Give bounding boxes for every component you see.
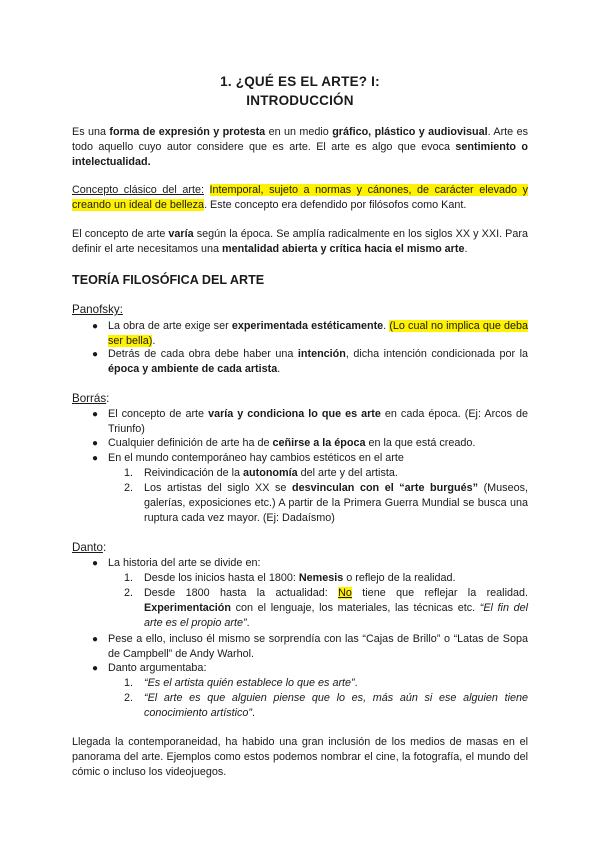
panofsky-item-2: Detrás de cada obra debe haber una intención, dicha intención condicionada por la época y ambiente de cada artista. bbox=[108, 348, 528, 375]
borras-item-1: El concepto de arte varía y condiciona lo que es arte en cada época. (Ej: Arcos de Triunfo) bbox=[108, 408, 528, 435]
concept-varies-paragraph: El concepto de arte varía según la época. Se amplía radicalmente en los siglos XX y XXI. Para definir el arte necesitamos una mentalidad abierta y crítica hacia el mismo arte. bbox=[72, 228, 528, 255]
bullet-icon: ● bbox=[91, 438, 99, 449]
highlighted-text: Intemporal, sujeto a normas y cánones, de carácter elevado y creando un ideal de belleza bbox=[72, 184, 529, 211]
list-number: 2. bbox=[124, 482, 134, 494]
danto-subitem-2: Desde 1800 hasta la actualidad: No tiene que reflejar la realidad. Experimentación con el lenguaje, los materiales, las técnicas etc. “El fin del arte es el propio arte”. bbox=[144, 587, 528, 629]
danto-subitem-1: Desde los inicios hasta el 1800: Nemesis o reflejo de la realidad. bbox=[144, 572, 456, 584]
borras-subitem-2: Los artistas del siglo XX se desvinculan con el “arte burgués” (Museos, galerías, exposiciones etc.) A partir de la Primera Guerra Mundial se busca una ruptura cada vez mayor. (Ej: Dadaísmo) bbox=[144, 482, 528, 524]
borras-item-3: En el mundo contemporáneo hay cambios estéticos en el arte bbox=[108, 452, 404, 464]
danto-item-3: Danto argumentaba: bbox=[108, 662, 207, 674]
bullet-icon: ● bbox=[91, 409, 99, 420]
danto-item-2: Pese a ello, incluso él mismo se sorprendía con las “Cajas de Brillo” o “Latas de Sopa de Campbell” de Andy Warhol. bbox=[108, 633, 528, 660]
danto-subitem-4: “El arte es que alguien piense que lo es, más aún si ese alguien tiene conocimiento artístico”. bbox=[144, 692, 528, 719]
author-danto: Danto: bbox=[72, 541, 107, 554]
closing-paragraph: Llegada la contemporaneidad, ha habido una gran inclusión de los medios de masas en el panorama del arte. Ejemplos como estos podemos nombrar el cine, la fotografía, el mundo del cómic o incluso los videojuegos. bbox=[72, 736, 528, 778]
page-title-subtitle: INTRODUCCIÓN bbox=[246, 93, 354, 108]
author-panofsky: Panofsky: bbox=[72, 303, 123, 316]
list-number: 2. bbox=[124, 587, 134, 599]
bullet-icon: ● bbox=[91, 453, 99, 464]
highlighted-text: No bbox=[338, 587, 352, 599]
bullet-icon: ● bbox=[91, 321, 99, 332]
bullet-icon: ● bbox=[91, 349, 99, 360]
classic-concept-label: Concepto clásico del arte: bbox=[72, 184, 204, 196]
page-title: 1. ¿QUÉ ES EL ARTE? I: bbox=[220, 74, 380, 89]
highlighted-text: (Lo cual no implica que deba ser bella) bbox=[108, 320, 529, 347]
panofsky-item-1: La obra de arte exige ser experimentada estéticamente. (Lo cual no implica que deba ser bella). bbox=[108, 320, 529, 347]
list-number: 1. bbox=[124, 467, 134, 479]
bullet-icon: ● bbox=[91, 558, 99, 569]
list-number: 2. bbox=[124, 692, 134, 704]
classic-concept-paragraph: Concepto clásico del arte: Intemporal, sujeto a normas y cánones, de carácter elevado y creando un ideal de belleza. Este concepto era defendido por filósofos como Kant. bbox=[72, 184, 529, 211]
borras-subitem-1: Reivindicación de la autonomía del arte y del artista. bbox=[144, 467, 398, 479]
danto-subitem-3: “Es el artista quién establece lo que es arte”. bbox=[144, 677, 358, 689]
borras-item-2: Cualquier definición de arte ha de ceñirse a la época en la que está creado. bbox=[108, 437, 476, 449]
author-borras: Borrás: bbox=[72, 392, 110, 405]
section-heading: TEORÍA FILOSÓFICA DEL ARTE bbox=[72, 273, 265, 287]
danto-item-1: La historia del arte se divide en: bbox=[108, 557, 261, 569]
bullet-icon: ● bbox=[91, 663, 99, 674]
bullet-icon: ● bbox=[91, 634, 99, 645]
list-number: 1. bbox=[124, 572, 134, 584]
intro-paragraph: Es una forma de expresión y protesta en un medio gráfico, plástico y audiovisual. Arte es todo aquello cuyo autor considere que es arte. El arte es algo que evoca sentimiento o intelectualidad. bbox=[72, 126, 528, 168]
list-number: 1. bbox=[124, 677, 134, 689]
